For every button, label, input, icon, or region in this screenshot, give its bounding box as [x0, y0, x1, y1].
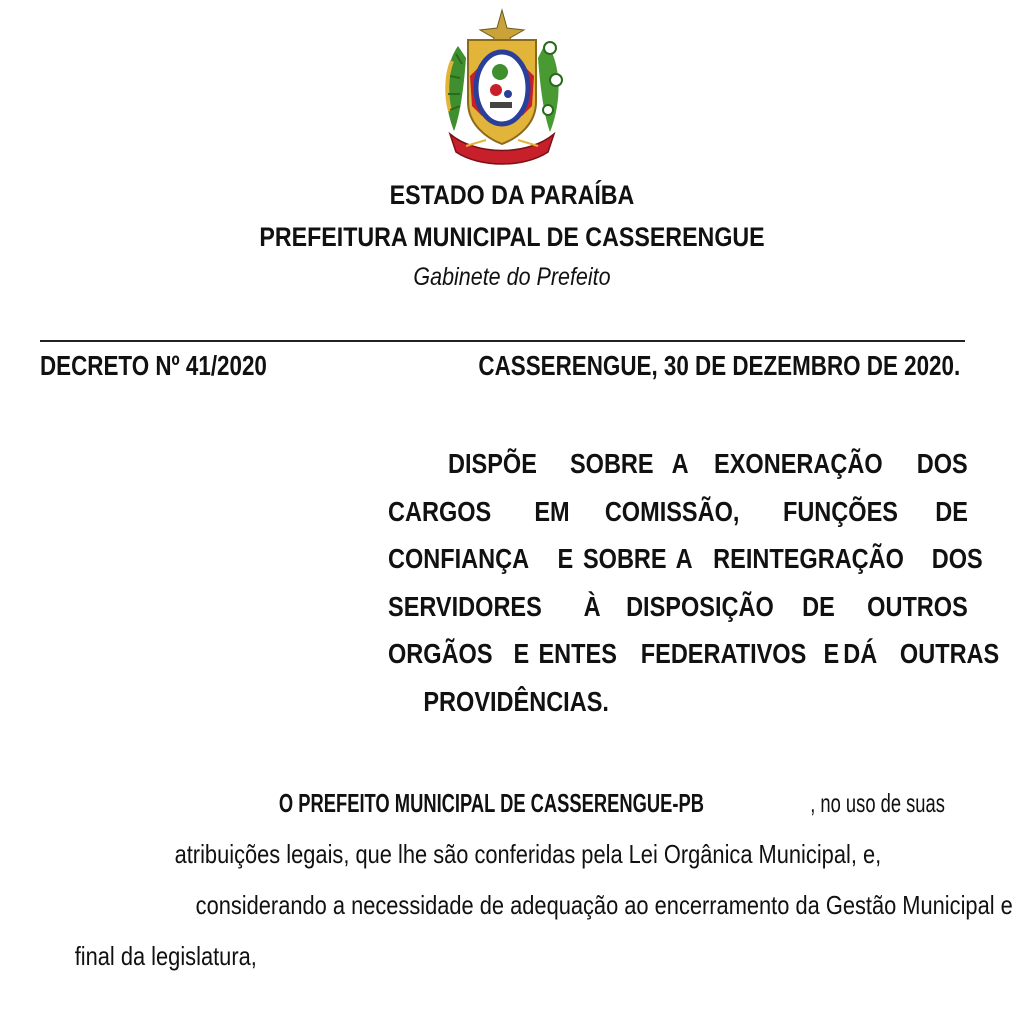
office-subtitle: Gabinete do Prefeito	[413, 263, 611, 291]
coat-of-arms-icon	[436, 6, 568, 174]
summary-line: ORGÃOS E ENTES FEDERATIVOS E DÁ OUTRAS	[388, 638, 999, 669]
summary-line: CONFIANÇA E SOBRE A REINTEGRAÇÃO DOS	[388, 543, 983, 574]
preamble-line: considerando a necessidade de adequação ao encerramento da Gestão Municipal e	[195, 890, 1013, 920]
summary-line: PROVIDÊNCIAS.	[423, 685, 609, 717]
state-title: ESTADO DA PARAÍBA	[389, 180, 635, 210]
summary-line: SERVIDORES À DISPOSIÇÃO DE OUTROS	[388, 590, 968, 622]
decree-place-date: CASSERENGUE, 30 DE DEZEMBRO DE 2020.	[478, 350, 960, 381]
summary-line: DISPÕE SOBRE A EXONERAÇÃO DOS	[448, 448, 968, 479]
decree-summary	[388, 440, 999, 725]
mayor-subject: O PREFEITO MUNICIPAL DE CASSERENGUE-PB	[278, 788, 704, 818]
decree-number: DECRETO Nº 41/2020	[40, 350, 267, 381]
summary-line: CARGOS EM COMISSÃO, FUNÇÕES DE	[388, 495, 968, 527]
header-divider	[40, 340, 965, 342]
preamble-line: final da legislatura,	[74, 941, 257, 971]
decree-preamble	[40, 778, 1013, 982]
preamble-line: O PREFEITO MUNICIPAL DE CASSERENGUE-PB , no uso de suas	[40, 778, 967, 829]
preamble-line: atribuições legais, que lhe são conferidas pela Lei Orgânica Municipal, e,	[174, 839, 882, 869]
prefecture-title: PREFEITURA MUNICIPAL DE CASSERENGUE	[259, 222, 765, 252]
